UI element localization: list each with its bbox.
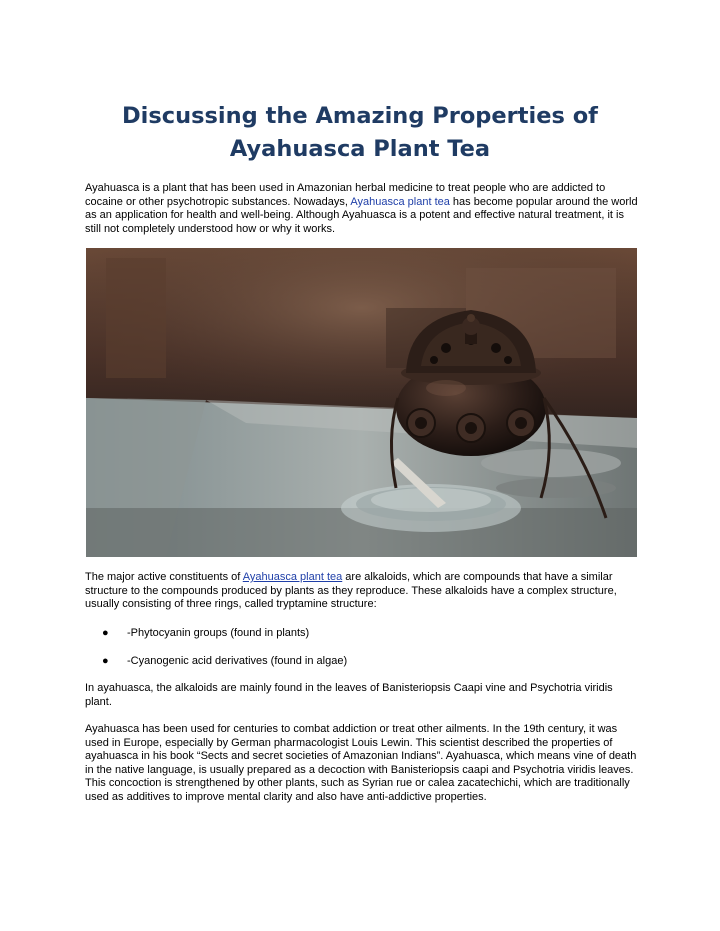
constituents-paragraph	[85, 571, 640, 612]
incense-burner-photo	[86, 248, 637, 557]
constituents-link[interactable]: Ayahuasca plant tea	[242, 571, 343, 583]
intro-link[interactable]: Ayahuasca plant tea	[350, 195, 450, 208]
history-paragraph: Ayahuasca has been used for centuries to combat addiction or treat other ailments. In the 19th century, it was used in Europe, especially by German pharmacologist Louis Lewin. This scientist described the properties of ayahuasca in his book “Sects and secret societies of Amazonian Indians”. Ayahuasca, which means vine of death in the native language, is usually prepared as a decoction with Banisteriopsis caapi and Psychotria viridis leaves. This concoction is strengthened by other plants, such as Syrian rue or calea zacatechichi, which are traditionally used as additives to improve mental clarity and also have anti-addictive properties.	[85, 723, 637, 803]
page-title: Discussing the Amazing Properties of Ayahuasca Plant Tea	[122, 103, 598, 162]
intro-paragraph	[85, 182, 640, 236]
intro-text-end: has become popular around the world as an application for health and well-being. Although Ayahuasca is a potent and effective natural treatment, it is still not completely understood how or why it works.	[85, 195, 638, 235]
alkaloids-paragraph: In ayahuasca, the alkaloids are mainly found in the leaves of Banisteriopsis Caapi vine and Psychotria viridis plant.	[85, 682, 613, 708]
intro-text-start: Ayahuasca is a plant that has been used in Amazonian herbal medicine to treat people who are addicted to cocaine or other psychotropic substances. Nowadays,	[85, 182, 606, 208]
bullet-icon: ●	[102, 627, 109, 639]
bullet-icon: ●	[102, 655, 109, 667]
constituents-text-end: are alkaloids, which are compounds that have a similar structure to the compounds produced by plants as they reproduce. These alkaloids have a complex structure, usually consisting of three rings, called tryptamine structure:	[85, 571, 617, 611]
list-item-text: -Cyanogenic acid derivatives (found in algae)	[127, 655, 348, 667]
constituents-text-start: The major active constituents of	[85, 571, 243, 583]
list-item-text: -Phytocyanin groups (found in plants)	[127, 627, 310, 639]
